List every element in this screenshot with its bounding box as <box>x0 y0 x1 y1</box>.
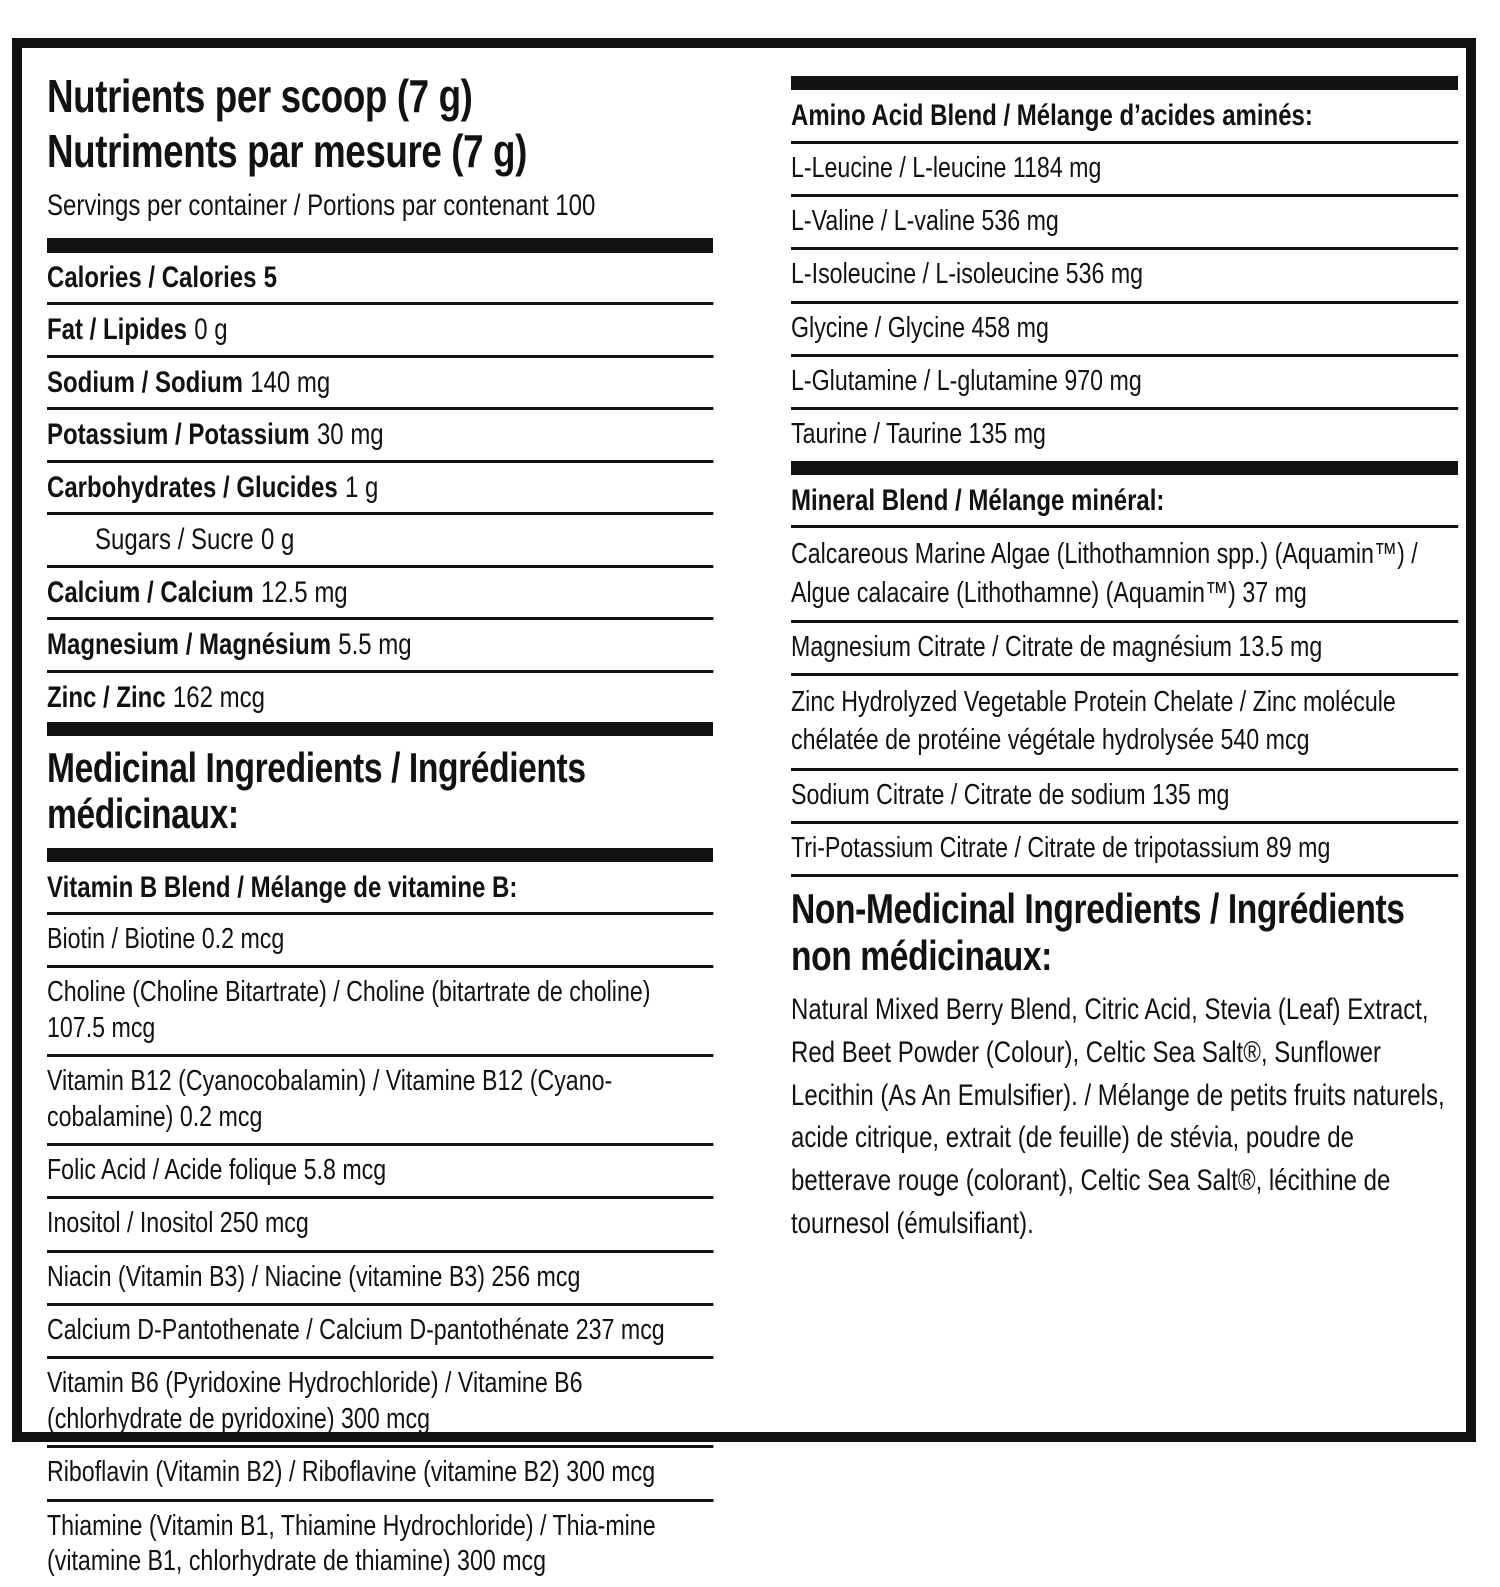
fact-name: Sugars / Sucre <box>95 523 254 557</box>
mineral-row-marine-algae: Calcareous Marine Algae (Lithothamnion spp.) (Aquamin™) / Algue calacaire (Lithothamne) (Aquamin™) 37 mg <box>791 528 1458 623</box>
thick-divider <box>791 76 1458 90</box>
vitamin-row-biotin: Biotin / Biotine 0.2 mcg <box>47 915 713 968</box>
vitamin-row-niacin: Niacin (Vitamin B3) / Niacine (vitamine B3) 256 mcg <box>47 1253 713 1306</box>
medicinal-ingredients-heading: Medicinal Ingredients / Ingrédients médicinaux: <box>47 744 586 838</box>
fact-value: 30 mg <box>316 418 384 452</box>
vitamin-row-choline: Choline (Choline Bitartrate) / Choline (bitartrate de choline) 107.5 mcg <box>47 968 713 1057</box>
vitamin-row-b12: Vitamin B12 (Cyanocobalamin) / Vitamine B12 (Cyano-cobalamine) 0.2 mcg <box>47 1057 713 1146</box>
fact-name: Potassium / Potassium <box>47 418 310 452</box>
vitamin-row-inositol: Inositol / Inositol 250 mcg <box>47 1199 713 1252</box>
vitamin-row-thiamine: Thiamine (Vitamin B1, Thiamine Hydrochloride) / Thia-mine (vitamine B1, chlorhydrate de thiamine) 300 mcg <box>47 1509 656 1577</box>
fact-row-zinc <box>47 673 713 723</box>
mineral-row-magnesium-citrate: Magnesium Citrate / Citrate de magnésium 13.5 mg <box>791 623 1458 676</box>
fact-name: Fat / Lipides <box>47 313 188 347</box>
fact-name: Sodium / Sodium <box>47 365 243 399</box>
fact-name: Calories / Calories <box>47 260 257 294</box>
fact-name: Carbohydrates / Glucides <box>47 470 338 504</box>
servings-per-container: Servings per container / Portions par contenant 100 <box>47 188 596 222</box>
non-medicinal-ingredients-text: Natural Mixed Berry Blend, Citric Acid, Stevia (Leaf) Extract, Red Beet Powder (Colour), Celtic Sea Salt®, Sunflower Lecithin (As An Emulsifier). / Mélange de petits fruits naturels, acide citrique, extrait (de feuille) de stévia, poudre de betterave rouge (colorant), Celtic Sea Salt®, lécithine de tournesol (émulsifiant). <box>791 992 1445 1241</box>
mineral-row-tripotassium-citrate: Tri-Potassium Citrate / Citrate de tripotassium 89 mg <box>791 824 1458 877</box>
vitamin-b-blend-heading: Vitamin B Blend / Mélange de vitamine B: <box>47 862 713 916</box>
right-column <box>791 48 1458 1246</box>
fact-name: Zinc / Zinc <box>47 680 166 714</box>
vitamin-row-b6: Vitamin B6 (Pyridoxine Hydrochloride) / Vitamine B6 (chlorhydrate de pyridoxine) 300 mcg <box>47 1359 713 1448</box>
spacer <box>791 48 1458 76</box>
amino-row-valine: L-Valine / L-valine 536 mg <box>791 197 1458 250</box>
fact-row-fat <box>47 305 713 358</box>
fact-value: 162 mcg <box>172 680 265 714</box>
mineral-row-zinc-chelate: Zinc Hydrolyzed Vegetable Protein Chelate / Zinc molécule chélatée de protéine végétale hydrolysée 540 mcg <box>791 676 1458 771</box>
fact-row-calcium <box>47 568 713 621</box>
amino-row-isoleucine: L-Isoleucine / L-isoleucine 536 mg <box>791 250 1458 303</box>
fact-value: 5 <box>263 260 277 294</box>
title-french: Nutriments par mesure (7 g) <box>47 125 527 178</box>
fact-name: Magnesium / Magnésium <box>47 628 332 662</box>
fact-row-sugars <box>47 515 713 568</box>
fact-value: 0 g <box>194 313 228 347</box>
amino-row-leucine: L-Leucine / L-leucine 1184 mg <box>791 144 1458 197</box>
thick-divider <box>47 722 713 736</box>
fact-value: 0 g <box>260 523 295 557</box>
fact-row-calories <box>47 253 713 306</box>
fact-row-magnesium <box>47 620 713 673</box>
amino-row-glutamine: L-Glutamine / L-glutamine 970 mg <box>791 357 1458 410</box>
thick-divider <box>47 238 713 253</box>
fact-row-sodium <box>47 358 713 411</box>
vitamin-row-riboflavin: Riboflavin (Vitamin B2) / Riboflavine (vitamine B2) 300 mcg <box>47 1448 713 1501</box>
fact-value: 12.5 mg <box>260 575 348 609</box>
amino-acid-blend-heading: Amino Acid Blend / Mélange d’acides aminés: <box>791 90 1458 144</box>
vitamin-row-pantothenate: Calcium D-Pantothenate / Calcium D-pantothénate 237 mcg <box>47 1306 713 1359</box>
mineral-blend-heading: Mineral Blend / Mélange minéral: <box>791 475 1458 529</box>
mineral-row-sodium-citrate: Sodium Citrate / Citrate de sodium 135 mg <box>791 771 1458 824</box>
fact-value: 140 mg <box>250 365 331 399</box>
left-column <box>47 48 713 1587</box>
amino-row-taurine: Taurine / Taurine 135 mg <box>791 418 1046 451</box>
vitamin-row-folic-acid: Folic Acid / Acide folique 5.8 mcg <box>47 1146 713 1199</box>
fact-row-potassium <box>47 410 713 463</box>
title-english: Nutrients per scoop (7 g) <box>47 70 473 122</box>
fact-value: 1 g <box>344 470 379 504</box>
non-medicinal-ingredients-heading: Non-Medicinal Ingredients / Ingrédients non médicinaux: <box>791 885 1405 979</box>
thick-divider <box>47 848 713 862</box>
amino-row-glycine: Glycine / Glycine 458 mg <box>791 304 1458 357</box>
fact-name: Calcium / Calcium <box>47 575 254 609</box>
nutrition-facts-label <box>12 38 1476 1577</box>
fact-row-carbohydrates <box>47 463 713 516</box>
fact-value: 5.5 mg <box>338 628 412 662</box>
thick-divider <box>791 461 1458 475</box>
